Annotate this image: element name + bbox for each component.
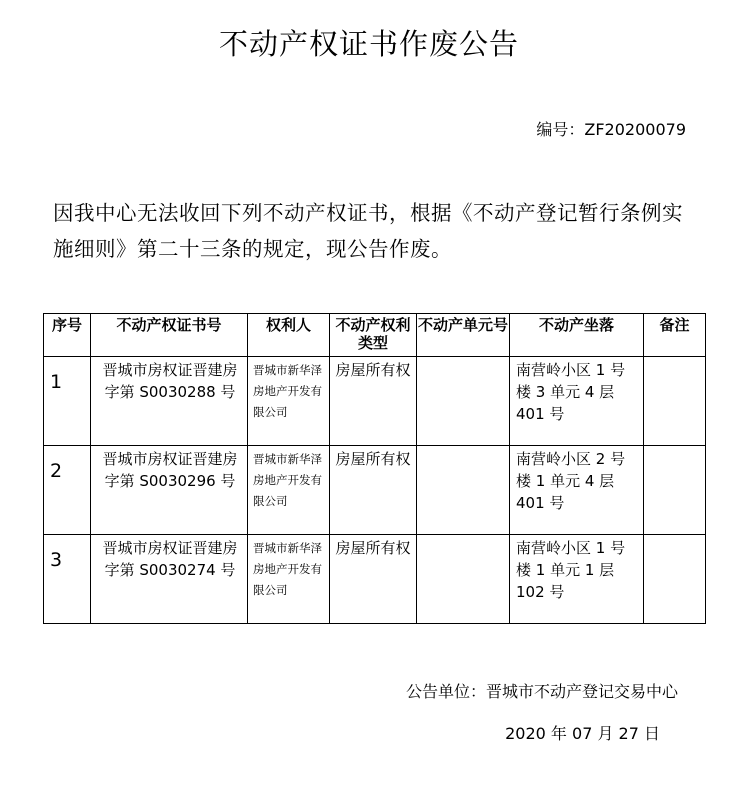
cell-type: 房屋所有权: [330, 446, 417, 535]
header-no: 序号: [44, 314, 91, 357]
cell-no: 3: [44, 535, 91, 624]
header-remark: 备注: [644, 314, 706, 357]
page-title: 不动产权证书作废公告: [218, 27, 519, 61]
table-row: [44, 535, 706, 624]
cell-location: 南营岭小区 1 号楼 3 单元 4 层 401 号: [510, 357, 644, 446]
cell-owner: 晋城市新华泽房地产开发有限公司: [248, 535, 330, 624]
document-number: 编号：ZF20200079: [536, 120, 686, 139]
cell-no: 1: [44, 357, 91, 446]
cell-owner: 晋城市新华泽房地产开发有限公司: [248, 446, 330, 535]
header-unit: 不动产单元号: [417, 314, 510, 357]
table-row: [44, 446, 706, 535]
cell-location: 南营岭小区 1 号楼 1 单元 1 层 102 号: [510, 535, 644, 624]
header-location: 不动产坐落: [510, 314, 644, 357]
cell-no: 2: [44, 446, 91, 535]
cell-location: 南营岭小区 2 号楼 1 单元 4 层 401 号: [510, 446, 644, 535]
cell-unit: [417, 446, 510, 535]
header-cert: 不动产权证书号: [91, 314, 248, 357]
cell-unit: [417, 357, 510, 446]
cell-owner: 晋城市新华泽房地产开发有限公司: [248, 357, 330, 446]
cell-cert: 晋城市房权证晋建房字第 S0030288 号: [91, 357, 248, 446]
cell-remark: [644, 535, 706, 624]
intro-paragraph: 因我中心无法收回下列不动产权证书，根据《不动产登记暂行条例实施细则》第二十三条的规定，现公告作废。: [53, 201, 683, 261]
cell-type: 房屋所有权: [330, 357, 417, 446]
cell-cert: 晋城市房权证晋建房字第 S0030296 号: [91, 446, 248, 535]
issuing-unit: 公告单位：晋城市不动产登记交易中心: [405, 682, 678, 701]
table-row: [44, 357, 706, 446]
cell-type: 房屋所有权: [330, 535, 417, 624]
table-header-row: [44, 314, 706, 357]
cell-remark: [644, 446, 706, 535]
header-type: 不动产权利类型: [330, 314, 417, 357]
cell-unit: [417, 535, 510, 624]
cell-remark: [644, 357, 706, 446]
certificate-table: [43, 313, 706, 624]
cell-cert: 晋城市房权证晋建房字第 S0030274 号: [91, 535, 248, 624]
issue-date: 2020 年 07 月 27 日: [505, 724, 660, 743]
header-owner: 权利人: [248, 314, 330, 357]
